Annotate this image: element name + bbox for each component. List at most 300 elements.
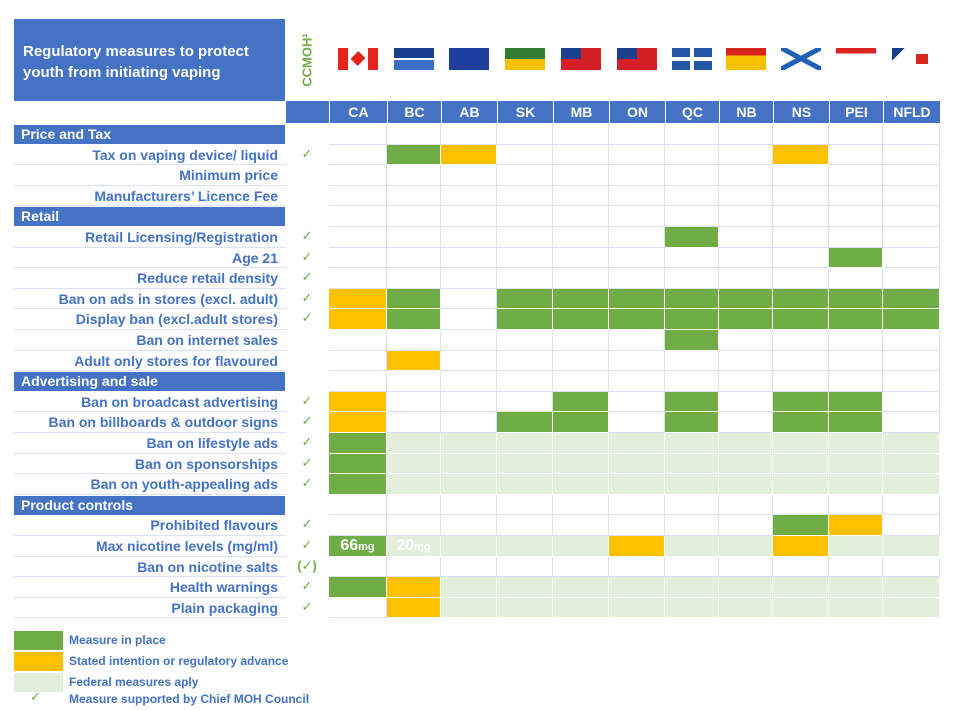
flag-bc-icon <box>394 48 434 70</box>
table-cell <box>665 577 719 598</box>
table-cell <box>441 289 497 310</box>
table-cell <box>497 165 553 186</box>
table-cell <box>719 165 773 186</box>
row-divider <box>14 267 286 268</box>
table-cell <box>497 330 553 351</box>
table-cell <box>609 248 665 269</box>
table-cell <box>609 536 665 557</box>
table-cell <box>441 454 497 475</box>
table-cell <box>829 495 883 516</box>
table-cell <box>883 433 940 454</box>
row-label: Ban on billboards & outdoor signs <box>48 414 278 431</box>
table-cell <box>665 186 719 207</box>
table-cell <box>829 206 883 227</box>
table-cell <box>329 309 387 330</box>
table-cell <box>387 536 441 557</box>
table-cell <box>553 268 609 289</box>
table-cell <box>829 454 883 475</box>
table-cell <box>719 454 773 475</box>
table-cell <box>719 227 773 248</box>
table-cell <box>387 124 441 145</box>
ccmoh-check: ✓ <box>301 578 313 594</box>
table-cell <box>883 309 940 330</box>
table-cell <box>665 392 719 413</box>
nicotine-limit-value <box>329 536 386 557</box>
legend-check-icon: ✓ <box>30 689 41 704</box>
legend-swatch-y <box>14 652 63 671</box>
table-cell <box>883 351 940 372</box>
table-cell <box>329 124 387 145</box>
table-cell <box>665 145 719 166</box>
table-cell <box>441 515 497 536</box>
table-cell <box>609 515 665 536</box>
table-cell <box>719 351 773 372</box>
row-label: Minimum price <box>179 167 278 184</box>
title-line-2: youth from initiating vaping <box>23 64 221 81</box>
table-cell <box>773 268 829 289</box>
table-cell <box>609 392 665 413</box>
table-cell <box>829 412 883 433</box>
table-cell <box>609 206 665 227</box>
table-cell <box>609 309 665 330</box>
row-divider <box>14 535 286 536</box>
table-cell <box>883 206 940 227</box>
nicotine-limit-unit: mg <box>414 541 431 553</box>
table-cell <box>329 536 387 557</box>
table-cell <box>329 495 387 516</box>
ccmoh-check: (✓) <box>297 557 317 573</box>
table-cell <box>441 268 497 289</box>
table-cell <box>719 186 773 207</box>
table-cell <box>665 515 719 536</box>
row-divider <box>14 494 286 495</box>
table-cell <box>883 145 940 166</box>
table-cell <box>773 577 829 598</box>
legend-label: Measure supported by Chief MOH Council <box>69 692 310 706</box>
table-cell <box>441 433 497 454</box>
table-cell <box>773 433 829 454</box>
table-cell <box>883 330 940 351</box>
table-cell <box>553 557 609 578</box>
table-cell <box>609 433 665 454</box>
row-label: Prohibited flavours <box>150 517 278 534</box>
table-cell <box>773 330 829 351</box>
row-label: Ban on nicotine salts <box>137 558 278 575</box>
table-cell <box>441 577 497 598</box>
flag-ns-icon <box>781 48 821 70</box>
row-divider <box>14 308 286 309</box>
table-cell <box>329 454 387 475</box>
legend-swatch-g <box>14 631 63 650</box>
table-cell <box>329 165 387 186</box>
table-cell <box>441 206 497 227</box>
table-cell <box>441 557 497 578</box>
flag-nb-icon <box>726 48 766 70</box>
table-cell <box>497 351 553 372</box>
table-cell <box>497 371 553 392</box>
table-cell <box>773 536 829 557</box>
table-cell <box>719 515 773 536</box>
table-cell <box>609 577 665 598</box>
table-cell <box>497 145 553 166</box>
table-cell <box>719 474 773 495</box>
ccmoh-check: ✓ <box>301 145 313 161</box>
table-cell <box>387 495 441 516</box>
table-cell <box>719 330 773 351</box>
table-cell <box>665 289 719 310</box>
table-cell <box>441 474 497 495</box>
table-cell <box>329 186 387 207</box>
ccmoh-check: ✓ <box>301 454 313 470</box>
table-cell <box>883 515 940 536</box>
header-mb: MB <box>553 101 609 123</box>
table-cell <box>441 165 497 186</box>
row-divider <box>14 597 286 598</box>
row-divider <box>14 288 286 289</box>
ccmoh-check: ✓ <box>301 310 313 326</box>
table-cell <box>553 351 609 372</box>
table-cell <box>387 598 441 619</box>
table-cell <box>329 577 387 598</box>
table-cell <box>441 371 497 392</box>
table-cell <box>329 330 387 351</box>
ccmoh-check: ✓ <box>301 269 313 285</box>
table-cell <box>387 227 441 248</box>
table-cell <box>829 124 883 145</box>
table-cell <box>609 227 665 248</box>
ccmoh-check: ✓ <box>301 537 313 552</box>
table-cell <box>773 124 829 145</box>
table-cell <box>553 433 609 454</box>
flag-mb-icon <box>561 48 601 70</box>
table-cell <box>773 515 829 536</box>
table-cell <box>387 186 441 207</box>
table-cell <box>665 330 719 351</box>
table-cell <box>719 392 773 413</box>
table-cell <box>773 289 829 310</box>
table-cell <box>883 186 940 207</box>
table-cell <box>773 186 829 207</box>
table-cell <box>829 186 883 207</box>
table-cell <box>553 536 609 557</box>
table-cell <box>497 433 553 454</box>
table-cell <box>553 515 609 536</box>
table-cell <box>497 248 553 269</box>
table-cell <box>329 289 387 310</box>
table-cell <box>329 268 387 289</box>
table-cell <box>329 351 387 372</box>
row-divider <box>14 370 286 371</box>
table-cell <box>719 371 773 392</box>
table-cell <box>665 351 719 372</box>
table-cell <box>665 474 719 495</box>
table-cell <box>719 412 773 433</box>
table-cell <box>609 145 665 166</box>
table-cell <box>553 330 609 351</box>
flag-sk-icon <box>505 48 545 70</box>
table-cell <box>829 165 883 186</box>
table-cell <box>387 309 441 330</box>
table-cell <box>883 371 940 392</box>
row-label: Tax on vaping device/ liquid <box>92 146 278 163</box>
table-cell <box>329 557 387 578</box>
row-label: Retail Licensing/Registration <box>85 229 278 245</box>
row-divider <box>14 576 286 577</box>
table-cell <box>829 351 883 372</box>
table-cell <box>773 412 829 433</box>
header-qc: QC <box>665 101 719 123</box>
header-nfld: NFLD <box>883 101 940 123</box>
table-cell <box>773 145 829 166</box>
ccmoh-check: ✓ <box>301 392 313 408</box>
table-cell <box>609 124 665 145</box>
table-cell <box>497 557 553 578</box>
table-cell <box>883 454 940 475</box>
section-header: Product controls <box>14 496 285 515</box>
table-cell <box>829 577 883 598</box>
ccmoh-check: ✓ <box>301 248 313 264</box>
table-cell <box>497 577 553 598</box>
table-cell <box>441 124 497 145</box>
table-cell <box>609 495 665 516</box>
table-cell <box>773 206 829 227</box>
flag-pei-icon <box>836 48 876 70</box>
table-cell <box>773 392 829 413</box>
table-cell <box>497 412 553 433</box>
table-cell <box>329 474 387 495</box>
table-title <box>14 19 285 101</box>
table-cell <box>883 577 940 598</box>
table-cell <box>719 309 773 330</box>
row-divider <box>14 185 286 186</box>
table-cell <box>497 392 553 413</box>
table-cell <box>329 598 387 619</box>
row-label: Ban on ads in stores (excl. adult) <box>58 290 278 307</box>
table-cell <box>773 248 829 269</box>
legend-label: Stated intention or regulatory advance <box>69 654 289 668</box>
flag-ca-icon <box>338 48 378 70</box>
table-cell <box>883 557 940 578</box>
table-cell <box>665 309 719 330</box>
row-divider <box>14 247 286 248</box>
ccmoh-check: ✓ <box>301 434 313 449</box>
table-cell <box>883 248 940 269</box>
table-cell <box>441 227 497 248</box>
table-cell <box>665 248 719 269</box>
table-cell <box>387 412 441 433</box>
table-cell <box>497 124 553 145</box>
flag-nfld-icon <box>892 48 932 70</box>
table-cell <box>553 392 609 413</box>
table-cell <box>329 371 387 392</box>
table-cell <box>665 165 719 186</box>
table-cell <box>441 330 497 351</box>
table-cell <box>387 289 441 310</box>
table-cell <box>829 536 883 557</box>
row-divider <box>14 473 286 474</box>
table-cell <box>387 145 441 166</box>
table-cell <box>829 330 883 351</box>
ccmoh-check: ✓ <box>301 228 313 243</box>
row-label: Ban on broadcast advertising <box>81 393 278 410</box>
table-cell <box>609 371 665 392</box>
table-cell <box>665 557 719 578</box>
ccmoh-column-header <box>286 19 328 101</box>
table-cell <box>829 557 883 578</box>
row-label: Ban on internet sales <box>136 332 278 348</box>
table-cell <box>773 474 829 495</box>
table-cell <box>609 454 665 475</box>
table-cell <box>497 309 553 330</box>
table-cell <box>497 536 553 557</box>
table-cell <box>609 557 665 578</box>
table-cell <box>883 536 940 557</box>
table-cell <box>883 289 940 310</box>
table-cell <box>387 474 441 495</box>
table-cell <box>719 495 773 516</box>
flag-qc-icon <box>672 48 712 70</box>
header-on: ON <box>609 101 665 123</box>
row-divider <box>14 617 286 618</box>
table-cell <box>609 289 665 310</box>
table-cell <box>829 515 883 536</box>
row-divider <box>14 164 286 165</box>
table-cell <box>883 392 940 413</box>
table-cell <box>773 351 829 372</box>
table-cell <box>387 433 441 454</box>
table-cell <box>441 392 497 413</box>
row-divider <box>14 205 286 206</box>
ccmoh-check: ✓ <box>301 289 313 305</box>
row-label: Plain packaging <box>171 599 278 616</box>
table-cell <box>387 557 441 578</box>
legend-label: Federal measures aply <box>69 675 199 689</box>
table-cell <box>441 248 497 269</box>
table-cell <box>719 124 773 145</box>
nicotine-limit-value <box>387 536 440 557</box>
table-cell <box>553 206 609 227</box>
table-cell <box>829 248 883 269</box>
table-cell <box>497 495 553 516</box>
nicotine-limit-number: 20 <box>396 537 415 554</box>
table-cell <box>387 515 441 536</box>
header-bc: BC <box>387 101 441 123</box>
table-cell <box>609 268 665 289</box>
table-cell <box>387 577 441 598</box>
table-cell <box>553 248 609 269</box>
table-cell <box>719 577 773 598</box>
ccmoh-check: ✓ <box>301 516 313 532</box>
section-header: Advertising and sale <box>14 372 285 391</box>
table-cell <box>609 598 665 619</box>
row-divider <box>14 432 286 433</box>
table-cell <box>553 371 609 392</box>
table-cell <box>609 351 665 372</box>
table-cell <box>609 330 665 351</box>
section-header: Retail <box>14 207 285 226</box>
table-cell <box>773 557 829 578</box>
table-cell <box>665 536 719 557</box>
table-cell <box>497 186 553 207</box>
table-cell <box>329 392 387 413</box>
table-cell <box>441 412 497 433</box>
table-cell <box>829 145 883 166</box>
table-cell <box>773 309 829 330</box>
ccmoh-check: ✓ <box>301 413 313 429</box>
table-cell <box>553 165 609 186</box>
table-cell <box>665 227 719 248</box>
row-label: Reduce retail density <box>137 270 278 287</box>
row-label: Adult only stores for flavoured <box>74 352 278 369</box>
table-cell <box>719 206 773 227</box>
table-cell <box>441 598 497 619</box>
header-ca: CA <box>329 101 387 123</box>
table-cell <box>441 309 497 330</box>
table-cell <box>665 206 719 227</box>
header-ns: NS <box>773 101 829 123</box>
nicotine-limit-number: 66 <box>340 537 359 554</box>
table-cell <box>609 165 665 186</box>
table-cell <box>497 515 553 536</box>
table-cell <box>829 289 883 310</box>
header-spacer <box>286 101 329 123</box>
title-line-1: Regulatory measures to protect <box>23 43 249 60</box>
table-cell <box>329 433 387 454</box>
table-cell <box>553 495 609 516</box>
row-label: Manufacturers’ Licence Fee <box>94 187 278 204</box>
table-cell <box>497 289 553 310</box>
flag-on-icon <box>617 48 657 70</box>
row-divider <box>14 453 286 454</box>
table-cell <box>497 454 553 475</box>
table-cell <box>387 206 441 227</box>
row-label: Age 21 <box>232 249 278 266</box>
table-cell <box>329 412 387 433</box>
table-cell <box>387 454 441 475</box>
table-cell <box>387 351 441 372</box>
table-cell <box>883 268 940 289</box>
section-header: Price and Tax <box>14 125 285 144</box>
table-cell <box>497 474 553 495</box>
table-cell <box>387 165 441 186</box>
table-cell <box>609 186 665 207</box>
table-cell <box>773 371 829 392</box>
table-cell <box>829 598 883 619</box>
legend-label: Measure in place <box>69 633 166 647</box>
table-cell <box>829 227 883 248</box>
table-cell <box>553 145 609 166</box>
row-divider <box>14 350 286 351</box>
table-cell <box>829 371 883 392</box>
row-label: Health warnings <box>169 579 278 596</box>
table-cell <box>441 186 497 207</box>
table-cell <box>553 577 609 598</box>
table-cell <box>329 206 387 227</box>
row-label: Ban on sponsorships <box>134 455 278 472</box>
table-cell <box>553 309 609 330</box>
ccmoh-check: ✓ <box>301 598 313 614</box>
table-cell <box>387 392 441 413</box>
table-cell <box>497 227 553 248</box>
table-cell <box>883 227 940 248</box>
header-sk: SK <box>497 101 553 123</box>
table-cell <box>387 330 441 351</box>
table-cell <box>719 598 773 619</box>
table-cell <box>553 227 609 248</box>
table-cell <box>497 268 553 289</box>
row-label: Ban on youth-appealing ads <box>90 476 278 493</box>
row-label: Display ban (excl.adult stores) <box>75 311 278 328</box>
